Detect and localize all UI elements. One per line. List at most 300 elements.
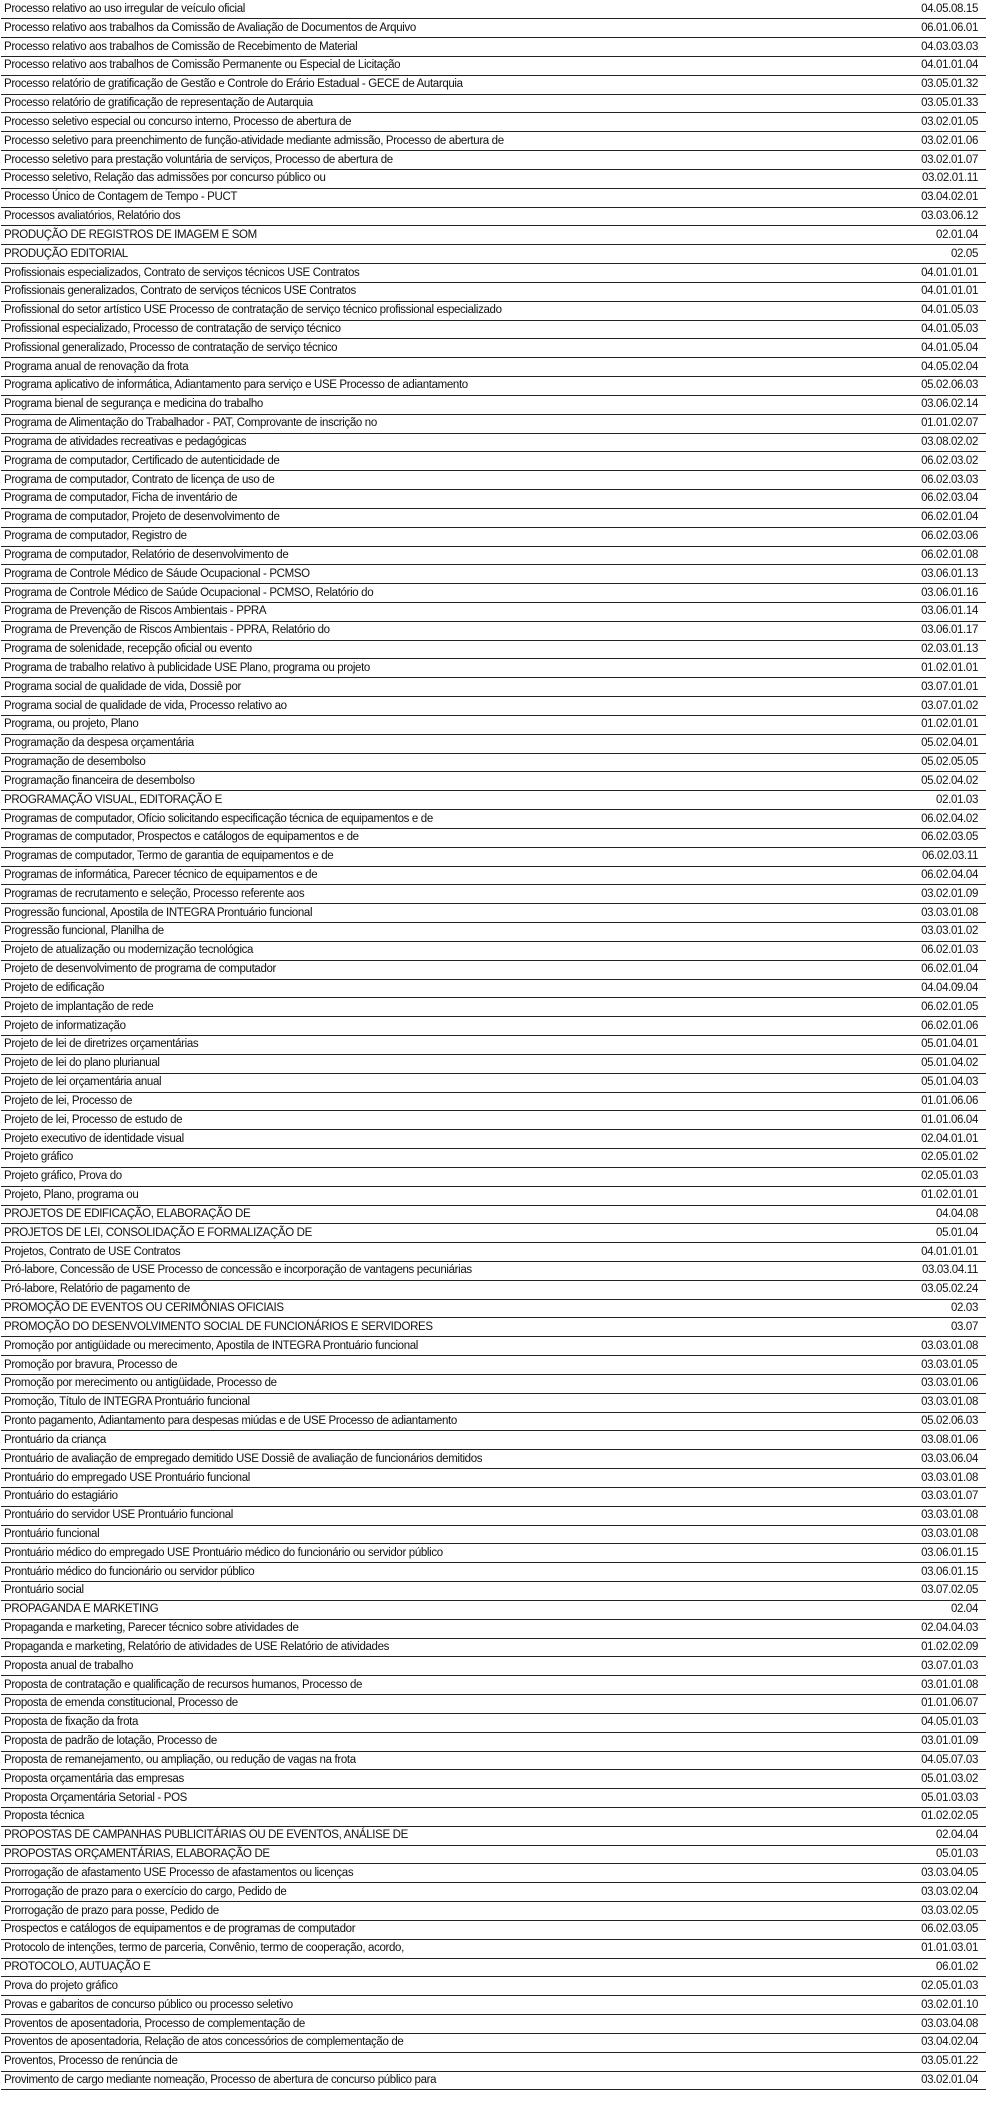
term-cell: Profissionais especializados, Contrato de serviços técnicos USE Contratos: [1, 264, 885, 283]
table-row: [1, 1751, 986, 1770]
table-row: [1, 1054, 986, 1073]
table-row: [1, 377, 986, 396]
term-cell: Programa bienal de segurança e medicina do trabalho: [1, 395, 885, 414]
term-cell: Programa de computador, Ficha de inventário de: [1, 490, 885, 509]
term-cell: PROTOCOLO, AUTUAÇÃO E: [1, 1958, 885, 1977]
code-cell: 05.01.04: [885, 1224, 986, 1243]
term-cell: Programas de recrutamento e seleção, Processo referente aos: [1, 885, 885, 904]
code-cell: 01.02.02.09: [885, 1638, 986, 1657]
term-cell: Projeto de lei, Processo de estudo de: [1, 1111, 885, 1130]
term-cell: PROJETOS DE LEI, CONSOLIDAÇÃO E FORMALIZAÇÃO DE: [1, 1224, 885, 1243]
table-row: [1, 1826, 986, 1845]
term-cell: Programação da despesa orçamentária: [1, 734, 885, 753]
code-cell: 03.03.04.08: [885, 2015, 986, 2034]
code-cell: 06.02.01.04: [885, 960, 986, 979]
code-cell: 06.02.03.06: [885, 527, 986, 546]
table-row: [1, 941, 986, 960]
table-row: [1, 151, 986, 170]
term-cell: Processo seletivo especial ou concurso interno, Processo de abertura de: [1, 113, 885, 132]
term-cell: Projeto de lei, Processo de: [1, 1092, 885, 1111]
term-cell: Proposta de contratação e qualificação de recursos humanos, Processo de: [1, 1676, 885, 1695]
table-row: [1, 1939, 986, 1958]
table-row: [1, 1902, 986, 1921]
table-row: [1, 1299, 986, 1318]
table-row: [1, 1186, 986, 1205]
term-cell: Processo relatório de gratificação de Gestão e Controle do Erário Estadual - GECE de Autarquia: [1, 75, 885, 94]
table-row: [1, 1450, 986, 1469]
term-cell: Prontuário médico do funcionário ou servidor público: [1, 1563, 885, 1582]
term-cell: Provas e gabaritos de concurso público ou processo seletivo: [1, 1996, 885, 2015]
term-cell: Prontuário médico do empregado USE Prontuário médico do funcionário ou servidor público: [1, 1544, 885, 1563]
table-row: [1, 1883, 986, 1902]
table-row: [1, 1393, 986, 1412]
code-cell: 03.06.01.15: [885, 1563, 986, 1582]
table-row: [1, 508, 986, 527]
table-row: [1, 1525, 986, 1544]
term-cell: Projeto de lei orçamentária anual: [1, 1073, 885, 1092]
term-cell: Propaganda e marketing, Parecer técnico sobre atividades de: [1, 1619, 885, 1638]
code-cell: 03.07.01.02: [885, 697, 986, 716]
table-row: [1, 1845, 986, 1864]
table-row: [1, 1431, 986, 1450]
code-cell: 06.02.01.05: [885, 998, 986, 1017]
table-row: [1, 1469, 986, 1488]
code-cell: 03.03.04.05: [885, 1864, 986, 1883]
term-cell: Programa, ou projeto, Plano: [1, 715, 885, 734]
term-cell: Programas de computador, Prospectos e catálogos de equipamentos e de: [1, 828, 885, 847]
code-cell: 03.02.01.09: [885, 885, 986, 904]
term-cell: Proposta Orçamentária Setorial - POS: [1, 1789, 885, 1808]
term-cell: PROMOÇÃO DO DESENVOLVIMENTO SOCIAL DE FUNCIONÁRIOS E SERVIDORES: [1, 1318, 885, 1337]
table-row: [1, 640, 986, 659]
term-cell: Projeto gráfico: [1, 1149, 885, 1168]
term-cell: Protocolo de intenções, termo de parceria, Convênio, termo de cooperação, acordo,: [1, 1939, 885, 1958]
table-row: [1, 1977, 986, 1996]
term-cell: Processo seletivo para prestação voluntária de serviços, Processo de abertura de: [1, 151, 885, 170]
term-cell: Processos avaliatórios, Relatório dos: [1, 207, 885, 226]
table-row: [1, 471, 986, 490]
term-cell: Promoção por antigüidade ou merecimento, Apostila de INTEGRA Prontuário funcional: [1, 1337, 885, 1356]
table-row: [1, 603, 986, 622]
code-cell: 03.05.01.22: [885, 2052, 986, 2071]
code-cell: 06.02.04.04: [885, 866, 986, 885]
table-row: [1, 904, 986, 923]
code-cell: 01.01.06.07: [885, 1695, 986, 1714]
code-cell: 01.01.02.07: [885, 414, 986, 433]
code-cell: 01.02.02.05: [885, 1808, 986, 1827]
table-row: [1, 1600, 986, 1619]
table-row: [1, 1036, 986, 1055]
code-cell: 02.04.04: [885, 1826, 986, 1845]
code-cell: 01.01.06.06: [885, 1092, 986, 1111]
table-row: [1, 1958, 986, 1977]
code-cell: 02.05: [885, 245, 986, 264]
code-cell: 06.02.01.04: [885, 508, 986, 527]
term-cell: Programas de computador, Termo de garantia de equipamentos e de: [1, 847, 885, 866]
term-cell: Processo seletivo para preenchimento de função-atividade mediante admissão, Processo de abertura de: [1, 132, 885, 151]
table-row: [1, 75, 986, 94]
code-cell: 04.01.05.03: [885, 301, 986, 320]
code-cell: 02.03: [885, 1299, 986, 1318]
term-cell: Processo relativo aos trabalhos de Comissão Permanente ou Especial de Licitação: [1, 56, 885, 75]
term-cell: Projeto de lei de diretrizes orçamentárias: [1, 1036, 885, 1055]
table-row: [1, 791, 986, 810]
term-cell: Pró-labore, Concessão de USE Processo de concessão e incorporação de vantagens pecuniárias: [1, 1261, 885, 1280]
table-row: [1, 1092, 986, 1111]
code-cell: 03.03.06.04: [885, 1450, 986, 1469]
table-row: [1, 282, 986, 301]
code-cell: 01.02.01.01: [885, 715, 986, 734]
table-row: [1, 1544, 986, 1563]
term-cell: PROJETOS DE EDIFICAÇÃO, ELABORAÇÃO DE: [1, 1205, 885, 1224]
code-cell: 03.02.01.10: [885, 1996, 986, 2015]
code-cell: 06.02.03.04: [885, 490, 986, 509]
term-cell: Programação de desembolso: [1, 753, 885, 772]
table-row: [1, 1638, 986, 1657]
code-cell: 03.03.01.02: [885, 923, 986, 942]
term-cell: Proventos, Processo de renúncia de: [1, 2052, 885, 2071]
term-cell: Progressão funcional, Planilha de: [1, 923, 885, 942]
code-cell: 03.06.01.13: [885, 565, 986, 584]
table-row: [1, 188, 986, 207]
code-cell: 03.03.01.08: [885, 1469, 986, 1488]
code-cell: 04.05.07.03: [885, 1751, 986, 1770]
term-cell: Pronto pagamento, Adiantamento para despesas miúdas e de USE Processo de adiantamento: [1, 1412, 885, 1431]
table-body: [1, 0, 986, 2090]
term-cell: Programação financeira de desembolso: [1, 772, 885, 791]
term-cell: Processo relatório de gratificação de representação de Autarquia: [1, 94, 885, 113]
code-cell: 05.02.04.01: [885, 734, 986, 753]
table-row: [1, 452, 986, 471]
code-cell: 04.05.02.04: [885, 358, 986, 377]
term-cell: Proposta orçamentária das empresas: [1, 1770, 885, 1789]
table-row: [1, 1996, 986, 2015]
code-cell: 05.01.03: [885, 1845, 986, 1864]
code-cell: 04.03.03.03: [885, 38, 986, 57]
code-cell: 03.02.01.04: [885, 2071, 986, 2090]
table-row: [1, 584, 986, 603]
term-cell: Prontuário de avaliação de empregado demitido USE Dossiê de avaliação de funcionários demitidos: [1, 1450, 885, 1469]
code-cell: 03.03.02.04: [885, 1883, 986, 1902]
table-row: [1, 678, 986, 697]
term-cell: Programa de atividades recreativas e pedagógicas: [1, 433, 885, 452]
code-cell: 05.01.03.03: [885, 1789, 986, 1808]
code-cell: 06.01.02: [885, 1958, 986, 1977]
term-cell: Projeto, Plano, programa ou: [1, 1186, 885, 1205]
table-row: [1, 1920, 986, 1939]
code-cell: 03.03.02.05: [885, 1902, 986, 1921]
term-cell: Proposta de fixação da frota: [1, 1713, 885, 1732]
table-row: [1, 565, 986, 584]
code-cell: 02.04: [885, 1600, 986, 1619]
term-cell: Projeto de atualização ou modernização tecnológica: [1, 941, 885, 960]
table-row: [1, 2015, 986, 2034]
term-cell: Processo relativo aos trabalhos da Comissão de Avaliação de Documentos de Arquivo: [1, 19, 885, 38]
term-cell: Proposta técnica: [1, 1808, 885, 1827]
table-row: [1, 1280, 986, 1299]
term-cell: Programa de computador, Relatório de desenvolvimento de: [1, 546, 885, 565]
table-row: [1, 885, 986, 904]
table-row: [1, 1695, 986, 1714]
term-cell: Provimento de cargo mediante nomeação, Processo de abertura de concurso público para: [1, 2071, 885, 2090]
term-cell: Prorrogação de prazo para o exercício do cargo, Pedido de: [1, 1883, 885, 1902]
code-cell: 05.01.03.02: [885, 1770, 986, 1789]
term-cell: Prontuário social: [1, 1582, 885, 1601]
code-cell: 04.01.01.01: [885, 282, 986, 301]
code-cell: 03.08.01.06: [885, 1431, 986, 1450]
table-row: [1, 320, 986, 339]
code-cell: 06.02.01.03: [885, 941, 986, 960]
term-cell: Projeto de edificação: [1, 979, 885, 998]
term-cell: Programa social de qualidade de vida, Dossiê por: [1, 678, 885, 697]
code-cell: 04.01.05.04: [885, 339, 986, 358]
table-row: [1, 979, 986, 998]
code-cell: 02.03.01.13: [885, 640, 986, 659]
table-row: [1, 433, 986, 452]
term-cell: PRODUÇÃO DE REGISTROS DE IMAGEM E SOM: [1, 226, 885, 245]
term-cell: Processo relativo aos trabalhos de Comissão de Recebimento de Material: [1, 38, 885, 57]
code-cell: 06.02.03.11: [885, 847, 986, 866]
term-cell: Profissional do setor artístico USE Processo de contratação de serviço técnico profissional especializado: [1, 301, 885, 320]
code-cell: 03.07.01.01: [885, 678, 986, 697]
table-row: [1, 94, 986, 113]
term-cell: Proposta de remanejamento, ou ampliação, ou redução de vagas na frota: [1, 1751, 885, 1770]
table-row: [1, 715, 986, 734]
table-row: [1, 1732, 986, 1751]
table-row: [1, 113, 986, 132]
table-row: [1, 1318, 986, 1337]
term-cell: PRODUÇÃO EDITORIAL: [1, 245, 885, 264]
code-cell: 01.01.06.04: [885, 1111, 986, 1130]
term-cell: Projeto de informatização: [1, 1017, 885, 1036]
term-cell: Projeto gráfico, Prova do: [1, 1167, 885, 1186]
table-row: [1, 828, 986, 847]
code-cell: 04.05.01.03: [885, 1713, 986, 1732]
code-cell: 06.02.01.06: [885, 1017, 986, 1036]
table-row: [1, 132, 986, 151]
term-cell: Progressão funcional, Apostila de INTEGRA Prontuário funcional: [1, 904, 885, 923]
code-cell: 06.01.06.01: [885, 19, 986, 38]
table-row: [1, 56, 986, 75]
term-cell: Propaganda e marketing, Relatório de atividades de USE Relatório de atividades: [1, 1638, 885, 1657]
table-row: [1, 1487, 986, 1506]
table-row: [1, 226, 986, 245]
code-cell: 03.07: [885, 1318, 986, 1337]
code-cell: 05.02.05.05: [885, 753, 986, 772]
term-cell: Proposta de emenda constitucional, Processo de: [1, 1695, 885, 1714]
table-row: [1, 1808, 986, 1827]
term-cell: Prova do projeto gráfico: [1, 1977, 885, 1996]
table-row: [1, 0, 986, 19]
table-row: [1, 1374, 986, 1393]
table-row: [1, 395, 986, 414]
code-cell: 04.01.01.01: [885, 264, 986, 283]
table-row: [1, 1657, 986, 1676]
term-cell: Processo relativo ao uso irregular de veículo oficial: [1, 0, 885, 19]
term-cell: PROPOSTAS ORÇAMENTÁRIAS, ELABORAÇÃO DE: [1, 1845, 885, 1864]
term-cell: Pró-labore, Relatório de pagamento de: [1, 1280, 885, 1299]
term-cell: Programa de Controle Médico de Sáude Ocupacional - PCMSO: [1, 565, 885, 584]
code-cell: 06.02.03.05: [885, 1920, 986, 1939]
code-cell: 03.02.01.05: [885, 113, 986, 132]
term-cell: Proventos de aposentadoria, Processo de complementação de: [1, 2015, 885, 2034]
code-cell: 02.05.01.03: [885, 1167, 986, 1186]
term-cell: Profissional generalizado, Processo de contratação de serviço técnico: [1, 339, 885, 358]
code-cell: 03.03.01.08: [885, 1525, 986, 1544]
table-row: [1, 490, 986, 509]
code-cell: 03.05.02.24: [885, 1280, 986, 1299]
code-cell: 03.07.01.03: [885, 1657, 986, 1676]
table-row: [1, 621, 986, 640]
code-cell: 05.01.04.01: [885, 1036, 986, 1055]
code-cell: 03.02.01.06: [885, 132, 986, 151]
table-row: [1, 1563, 986, 1582]
code-cell: 05.01.04.02: [885, 1054, 986, 1073]
term-cell: Profissional especializado, Processo de contratação de serviço técnico: [1, 320, 885, 339]
code-cell: 03.06.01.14: [885, 603, 986, 622]
code-cell: 03.08.02.02: [885, 433, 986, 452]
code-cell: 03.06.01.17: [885, 621, 986, 640]
code-cell: 03.03.01.08: [885, 1393, 986, 1412]
classification-index-table: [1, 0, 986, 2090]
table-row: [1, 1770, 986, 1789]
term-cell: Proposta de padrão de lotação, Processo de: [1, 1732, 885, 1751]
term-cell: Programa de Prevenção de Riscos Ambientais - PPRA: [1, 603, 885, 622]
code-cell: 03.05.01.33: [885, 94, 986, 113]
table-row: [1, 2033, 986, 2052]
table-row: [1, 1073, 986, 1092]
term-cell: Profissionais generalizados, Contrato de serviços técnicos USE Contratos: [1, 282, 885, 301]
term-cell: Programa de computador, Certificado de autenticidade de: [1, 452, 885, 471]
table-row: [1, 923, 986, 942]
table-row: [1, 1582, 986, 1601]
code-cell: 02.01.03: [885, 791, 986, 810]
code-cell: 04.05.08.15: [885, 0, 986, 19]
term-cell: Projeto de lei do plano plurianual: [1, 1054, 885, 1073]
code-cell: 03.01.01.08: [885, 1676, 986, 1695]
table-row: [1, 1356, 986, 1375]
term-cell: Prorrogação de prazo para posse, Pedido de: [1, 1902, 885, 1921]
table-row: [1, 1261, 986, 1280]
table-row: [1, 1412, 986, 1431]
code-cell: 03.06.01.15: [885, 1544, 986, 1563]
code-cell: 04.01.01.01: [885, 1243, 986, 1262]
term-cell: Programas de informática, Parecer técnico de equipamentos e de: [1, 866, 885, 885]
table-row: [1, 264, 986, 283]
code-cell: 06.02.03.02: [885, 452, 986, 471]
table-row: [1, 847, 986, 866]
code-cell: 02.05.01.03: [885, 1977, 986, 1996]
code-cell: 05.02.06.03: [885, 377, 986, 396]
term-cell: Promoção por bravura, Processo de: [1, 1356, 885, 1375]
term-cell: PROGRAMAÇÃO VISUAL, EDITORAÇÃO E: [1, 791, 885, 810]
term-cell: Prontuário do estagiário: [1, 1487, 885, 1506]
term-cell: Projeto de implantação de rede: [1, 998, 885, 1017]
table-row: [1, 1205, 986, 1224]
table-row: [1, 38, 986, 57]
code-cell: 05.02.06.03: [885, 1412, 986, 1431]
table-row: [1, 960, 986, 979]
code-cell: 04.04.09.04: [885, 979, 986, 998]
code-cell: 04.04.08: [885, 1205, 986, 1224]
code-cell: 01.01.03.01: [885, 1939, 986, 1958]
code-cell: 03.02.01.11: [885, 169, 986, 188]
term-cell: Programa de trabalho relativo à publicidade USE Plano, programa ou projeto: [1, 659, 885, 678]
term-cell: Programas de computador, Ofício solicitando especificação técnica de equipamentos e de: [1, 810, 885, 829]
term-cell: Programa de Prevenção de Riscos Ambientais - PPRA, Relatório do: [1, 621, 885, 640]
code-cell: 03.03.01.06: [885, 1374, 986, 1393]
table-row: [1, 1676, 986, 1695]
table-row: [1, 866, 986, 885]
code-cell: 03.03.01.08: [885, 1506, 986, 1525]
term-cell: Prospectos e catálogos de equipamentos e de programas de computador: [1, 1920, 885, 1939]
code-cell: 02.04.04.03: [885, 1619, 986, 1638]
code-cell: 02.04.01.01: [885, 1130, 986, 1149]
code-cell: 03.06.02.14: [885, 395, 986, 414]
code-cell: 03.04.02.01: [885, 188, 986, 207]
table-row: [1, 301, 986, 320]
code-cell: 02.05.01.02: [885, 1149, 986, 1168]
table-row: [1, 1017, 986, 1036]
term-cell: Prontuário do empregado USE Prontuário funcional: [1, 1469, 885, 1488]
term-cell: Projeto de desenvolvimento de programa de computador: [1, 960, 885, 979]
term-cell: Processo Único de Contagem de Tempo - PUCT: [1, 188, 885, 207]
table-row: [1, 414, 986, 433]
code-cell: 06.02.04.02: [885, 810, 986, 829]
term-cell: Promoção por merecimento ou antigüidade, Processo de: [1, 1374, 885, 1393]
table-row: [1, 339, 986, 358]
table-row: [1, 1789, 986, 1808]
table-row: [1, 245, 986, 264]
term-cell: PROPAGANDA E MARKETING: [1, 1600, 885, 1619]
table-row: [1, 697, 986, 716]
code-cell: 04.01.05.03: [885, 320, 986, 339]
code-cell: 01.02.01.01: [885, 1186, 986, 1205]
code-cell: 03.03.06.12: [885, 207, 986, 226]
code-cell: 01.02.01.01: [885, 659, 986, 678]
table-row: [1, 1224, 986, 1243]
term-cell: PROPOSTAS DE CAMPANHAS PUBLICITÁRIAS OU DE EVENTOS, ANÁLISE DE: [1, 1826, 885, 1845]
term-cell: Programa de computador, Contrato de licença de uso de: [1, 471, 885, 490]
table-row: [1, 1167, 986, 1186]
table-row: [1, 1713, 986, 1732]
code-cell: 03.03.04.11: [885, 1261, 986, 1280]
term-cell: Programa de computador, Projeto de desenvolvimento de: [1, 508, 885, 527]
term-cell: Promoção, Título de INTEGRA Prontuário funcional: [1, 1393, 885, 1412]
table-row: [1, 1619, 986, 1638]
term-cell: Prorrogação de afastamento USE Processo de afastamentos ou licenças: [1, 1864, 885, 1883]
term-cell: Programa de Alimentação do Trabalhador - PAT, Comprovante de inscrição no: [1, 414, 885, 433]
code-cell: 03.03.01.07: [885, 1487, 986, 1506]
term-cell: Processo seletivo, Relação das admissões por concurso público ou: [1, 169, 885, 188]
term-cell: Prontuário do servidor USE Prontuário funcional: [1, 1506, 885, 1525]
term-cell: Proposta anual de trabalho: [1, 1657, 885, 1676]
table-row: [1, 358, 986, 377]
table-row: [1, 753, 986, 772]
table-row: [1, 772, 986, 791]
table-row: [1, 2071, 986, 2090]
table-row: [1, 546, 986, 565]
term-cell: Programa social de qualidade de vida, Processo relativo ao: [1, 697, 885, 716]
term-cell: Projeto executivo de identidade visual: [1, 1130, 885, 1149]
code-cell: 03.01.01.09: [885, 1732, 986, 1751]
term-cell: Programa aplicativo de informática, Adiantamento para serviço e USE Processo de adiantamento: [1, 377, 885, 396]
term-cell: Programa anual de renovação da frota: [1, 358, 885, 377]
table-row: [1, 734, 986, 753]
code-cell: 02.01.04: [885, 226, 986, 245]
term-cell: PROMOÇÃO DE EVENTOS OU CERIMÔNIAS OFICIAIS: [1, 1299, 885, 1318]
term-cell: Prontuário da criança: [1, 1431, 885, 1450]
